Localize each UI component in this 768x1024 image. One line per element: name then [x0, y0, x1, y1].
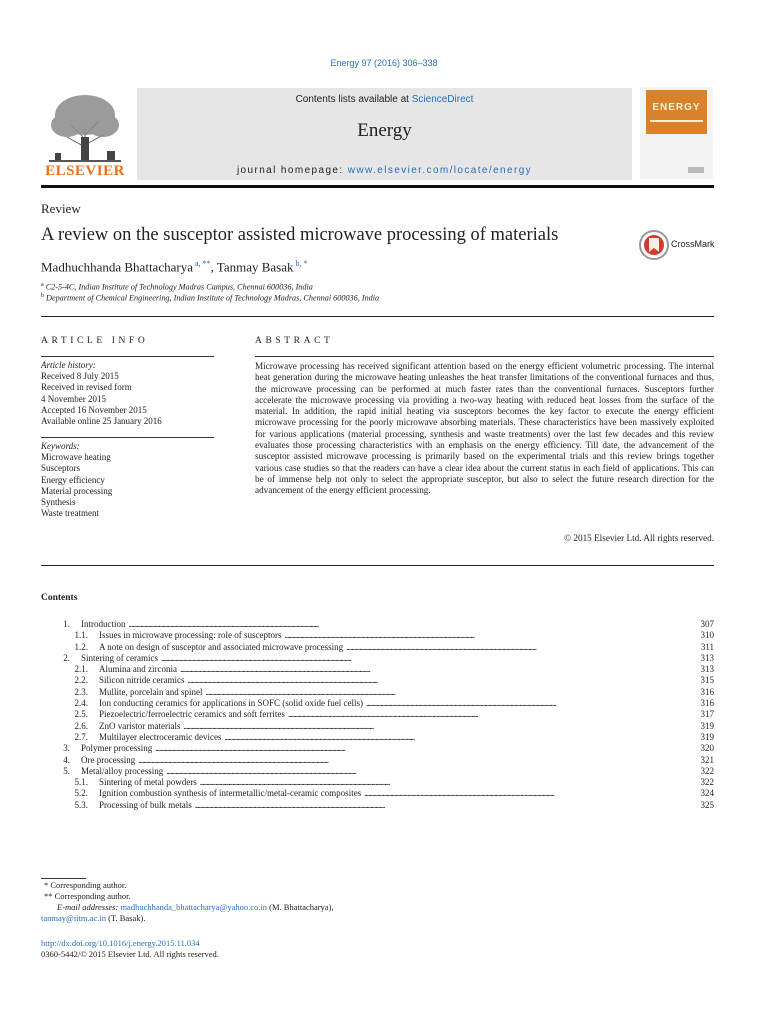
- article-title: A review on the susceptor assisted microwave processing of materials: [41, 225, 559, 245]
- corresponding-author-note: * Corresponding author.: [44, 880, 127, 890]
- toc-entry[interactable]: [41, 619, 714, 630]
- affiliation-b: [41, 293, 379, 303]
- toc-entry-page: 325: [700, 799, 714, 810]
- history-entry: 4 November 2015: [41, 393, 106, 404]
- email-line: [41, 902, 541, 913]
- toc-entry-title: Introduction: [81, 619, 126, 629]
- toc-entry[interactable]: [41, 642, 714, 653]
- homepage-prefix: journal homepage:: [236, 165, 348, 176]
- keyword: Waste treatment: [41, 508, 99, 519]
- email-owner: (T. Basak).: [105, 913, 146, 923]
- toc-leader-dots: [221, 732, 694, 743]
- toc-entry-number: 2.2.: [74, 675, 88, 686]
- contents-available-line: [137, 94, 632, 105]
- sciencedirect-link[interactable]: ScienceDirect: [411, 94, 474, 105]
- author-list: [41, 259, 308, 275]
- toc-entry[interactable]: [41, 732, 714, 743]
- toc-entry-number: 1.1.: [74, 630, 88, 641]
- toc-leader-dots: [184, 675, 694, 686]
- toc-entry-title: Piezoelectric/ferroelectric ceramics and soft ferrites: [99, 709, 285, 720]
- journal-homepage-link[interactable]: www.elsevier.com/locate/energy: [347, 165, 533, 176]
- toc-entry-page: 307: [700, 619, 714, 629]
- author-name: Tanmay Basak: [216, 259, 294, 275]
- toc-entry-number: 2.6.: [74, 720, 88, 731]
- contents-prefix: Contents lists available at: [295, 94, 412, 105]
- toc-leader-dots: [343, 642, 694, 653]
- toc-entry-number: 2.7.: [74, 731, 88, 742]
- history-label: Article history:: [41, 360, 96, 370]
- toc-entry-page: 322: [700, 777, 714, 788]
- toc-leader-dots: [180, 721, 694, 732]
- history-entry: Received in revised form: [41, 382, 132, 393]
- keyword: Energy efficiency: [41, 474, 105, 485]
- toc-entry-page: 313: [700, 652, 714, 663]
- toc-entry-title: Processing of bulk metals: [99, 799, 192, 810]
- toc-leader-dots: [177, 664, 694, 675]
- keywords-label: Keywords:: [41, 441, 80, 451]
- toc-entry-number: 5.1.: [74, 777, 88, 788]
- cover-line: [650, 120, 703, 122]
- toc-entry-page: 320: [700, 743, 714, 754]
- toc-entry-page: 315: [700, 675, 714, 686]
- affiliation-a: [41, 282, 313, 292]
- affiliation-mark: b: [41, 293, 44, 299]
- author-affiliation-marks[interactable]: a, **: [192, 259, 211, 268]
- toc-leader-dots: [152, 743, 694, 754]
- toc-entry-number: 2.4.: [74, 698, 88, 709]
- toc-entry[interactable]: [41, 766, 714, 777]
- abstract-heading: ABSTRACT: [255, 336, 334, 346]
- toc-entry-title: Ore processing: [81, 754, 136, 765]
- email-label: E-mail addresses:: [57, 902, 121, 912]
- doi-link[interactable]: http://dx.doi.org/10.1016/j.energy.2015.11.034: [41, 938, 200, 948]
- author-affiliation-marks[interactable]: b, *: [293, 259, 308, 268]
- toc-entry-title: ZnO varistor materials: [99, 720, 181, 731]
- issn-line: 0360-5442/© 2015 Elsevier Ltd. All rights reserved.: [41, 949, 219, 959]
- toc-entry-page: 322: [700, 765, 714, 776]
- elsevier-wordmark: ELSEVIER: [45, 163, 125, 179]
- toc-entry-title: Metal/alloy processing: [81, 765, 164, 776]
- crossmark-label: CrossMark: [671, 239, 715, 249]
- keyword: Microwave heating: [41, 452, 111, 463]
- toc-entry-page: 310: [700, 630, 714, 641]
- toc-entry-page: 321: [700, 754, 714, 765]
- toc-entry-title: Mullite, porcelain and spinel: [99, 686, 203, 697]
- toc-entry-page: 317: [700, 709, 714, 720]
- keyword: Susceptors: [41, 463, 80, 474]
- author-separator: ,: [210, 259, 217, 275]
- toc-entry-page: 319: [700, 731, 714, 742]
- table-of-contents: [41, 619, 714, 811]
- abstract-bottom-rule: [41, 565, 714, 566]
- toc-leader-dots: [285, 709, 694, 720]
- toc-entry-title: Polymer processing: [81, 743, 153, 754]
- doi-block: [41, 938, 219, 960]
- toc-entry-number: 2.3.: [74, 686, 88, 697]
- corresponding-author-note: ** Corresponding author.: [44, 891, 131, 901]
- toc-entry[interactable]: [41, 630, 714, 641]
- history-entry: Available online 25 January 2016: [41, 416, 162, 427]
- toc-entry-number: 3.: [63, 743, 70, 754]
- journal-cover-thumbnail: [640, 87, 713, 179]
- toc-entry[interactable]: [41, 675, 714, 686]
- abstract-text: Microwave processing has received significant attention based on the energy efficient volumetric processing. The internal heat generation during the microwave heating unleashes the heat transfer limitations of the conventional furnaces and thus, the microwave processing can be performed at much faster rates than the conventional furnaces. Susceptors further accelerate the microwave processing via providing a two-way heating with reduced heat losses from the surface of the material. In addition, the rapid initial heating via susceptors becomes the key factor to execute the energy efficient microwave processing for the poorly microwave absorbing materials. These characteristics have been massively exploited for various applications (material processing, synthesis and waste treatments) over the last few decades and this review evaluates those processing characteristics with an emphasis on the energy efficiency. Till date, the advancement of the susceptor assisted microwave processing is primarily based on the experimental trials and this review brings together various case studies so that the readers can have a clear idea about the current status in each field of applications. This can be of immense help not only to select the appropriate susceptor, but also to select the future research direction for the advancement of the energy efficient processing.: [255, 361, 714, 496]
- keywords: [41, 441, 216, 519]
- toc-entry-title: A note on design of susceptor and associated microwave processing: [99, 641, 344, 652]
- toc-leader-dots: [202, 687, 694, 698]
- journal-masthead: [137, 88, 632, 180]
- crossmark-badge[interactable]: [638, 229, 718, 261]
- toc-entry-number: 2.5.: [74, 709, 88, 720]
- toc-entry-title: Multilayer electroceramic devices: [99, 731, 222, 742]
- toc-leader-dots: [192, 800, 694, 811]
- toc-entry[interactable]: [41, 664, 714, 675]
- article-info-rule: [41, 356, 214, 357]
- footnotes: [41, 880, 541, 924]
- toc-entry-page: 313: [700, 664, 714, 675]
- toc-leader-dots: [281, 630, 694, 641]
- toc-entry[interactable]: [41, 721, 714, 732]
- journal-homepage-line: [137, 165, 632, 176]
- toc-entry-page: 316: [700, 686, 714, 697]
- header-rule: [41, 185, 714, 188]
- toc-entry-title: Silicon nitride ceramics: [99, 675, 185, 686]
- toc-entry-number: 2.: [63, 652, 70, 663]
- toc-entry[interactable]: [41, 777, 714, 788]
- article-info-heading: ARTICLE INFO: [41, 336, 149, 346]
- journal-citation[interactable]: Energy 97 (2016) 306–338: [330, 58, 438, 68]
- toc-entry[interactable]: [41, 698, 714, 709]
- contents-heading: Contents: [41, 593, 78, 603]
- title-block-rule: [41, 316, 714, 317]
- abstract-rule: [255, 356, 714, 357]
- email-link[interactable]: tanmay@iitm.ac.in: [41, 913, 106, 923]
- toc-entry[interactable]: [41, 800, 714, 811]
- abstract-copyright: © 2015 Elsevier Ltd. All rights reserved.: [564, 533, 714, 543]
- toc-entry[interactable]: [41, 755, 714, 766]
- toc-entry-page: 319: [700, 720, 714, 731]
- toc-leader-dots: [126, 619, 695, 630]
- toc-entry-number: 5.2.: [74, 788, 88, 799]
- toc-entry-title: Ignition combustion synthesis of intermetallic/metal-ceramic composites: [99, 788, 362, 799]
- history-entry: Received 8 July 2015: [41, 371, 119, 382]
- toc-entry-number: 5.: [63, 765, 70, 776]
- toc-leader-dots: [158, 653, 694, 664]
- toc-leader-dots: [363, 698, 694, 709]
- toc-leader-dots: [163, 766, 694, 777]
- email-line: [41, 913, 541, 924]
- toc-leader-dots: [197, 777, 694, 788]
- author-name: Madhuchhanda Bhattacharya: [41, 259, 193, 275]
- toc-entry-page: 316: [700, 698, 714, 709]
- crossmark-icon: [638, 229, 670, 261]
- email-link[interactable]: madhuchhanda_bhattacharya@yahoo.co.in: [120, 902, 268, 912]
- article-type-label: Review: [41, 201, 81, 216]
- toc-entry-title: Issues in microwave processing: role of susceptors: [99, 630, 282, 641]
- affiliation-text: C2-5-4C, Indian Institute of Technology Madras Campus, Chennai 600036, India: [43, 282, 313, 292]
- cover-publisher-mark: [688, 167, 704, 173]
- keyword: Synthesis: [41, 497, 76, 508]
- toc-entry-title: Sintering of metal powders: [99, 777, 197, 788]
- email-owner: (M. Bhattacharya),: [267, 902, 334, 912]
- history-entry: Accepted 16 November 2015: [41, 404, 147, 415]
- toc-entry-title: Alumina and zirconia: [99, 664, 177, 675]
- keywords-rule: [41, 437, 214, 438]
- affiliation-mark: a: [41, 282, 44, 288]
- toc-entry[interactable]: [41, 709, 714, 720]
- toc-entry[interactable]: [41, 653, 714, 664]
- toc-entry-page: 311: [700, 641, 714, 652]
- toc-entry[interactable]: [41, 743, 714, 754]
- toc-entry-title: Ion conducting ceramics for applications in SOFC (solid oxide fuel cells): [99, 698, 363, 709]
- toc-entry-title: Sintering of ceramics: [81, 652, 158, 663]
- toc-entry[interactable]: [41, 788, 714, 799]
- footnote-rule: [41, 878, 86, 879]
- article-history: [41, 360, 216, 427]
- toc-entry-number: 4.: [63, 754, 70, 765]
- toc-leader-dots: [135, 755, 694, 766]
- toc-leader-dots: [361, 788, 694, 799]
- keyword: Material processing: [41, 485, 113, 496]
- cover-title: ENERGY: [652, 102, 701, 113]
- journal-name: Energy: [357, 120, 412, 141]
- toc-entry-page: 324: [700, 788, 714, 799]
- toc-entry[interactable]: [41, 687, 714, 698]
- toc-entry-number: 1.2.: [74, 641, 88, 652]
- toc-entry-number: 2.1.: [74, 664, 88, 675]
- elsevier-logo: [41, 87, 129, 180]
- toc-entry-number: 1.: [63, 619, 70, 629]
- toc-entry-number: 5.3.: [74, 799, 88, 810]
- affiliation-text: Department of Chemical Engineering, Indian Institute of Technology Madras, Chennai 600036, India: [44, 293, 380, 303]
